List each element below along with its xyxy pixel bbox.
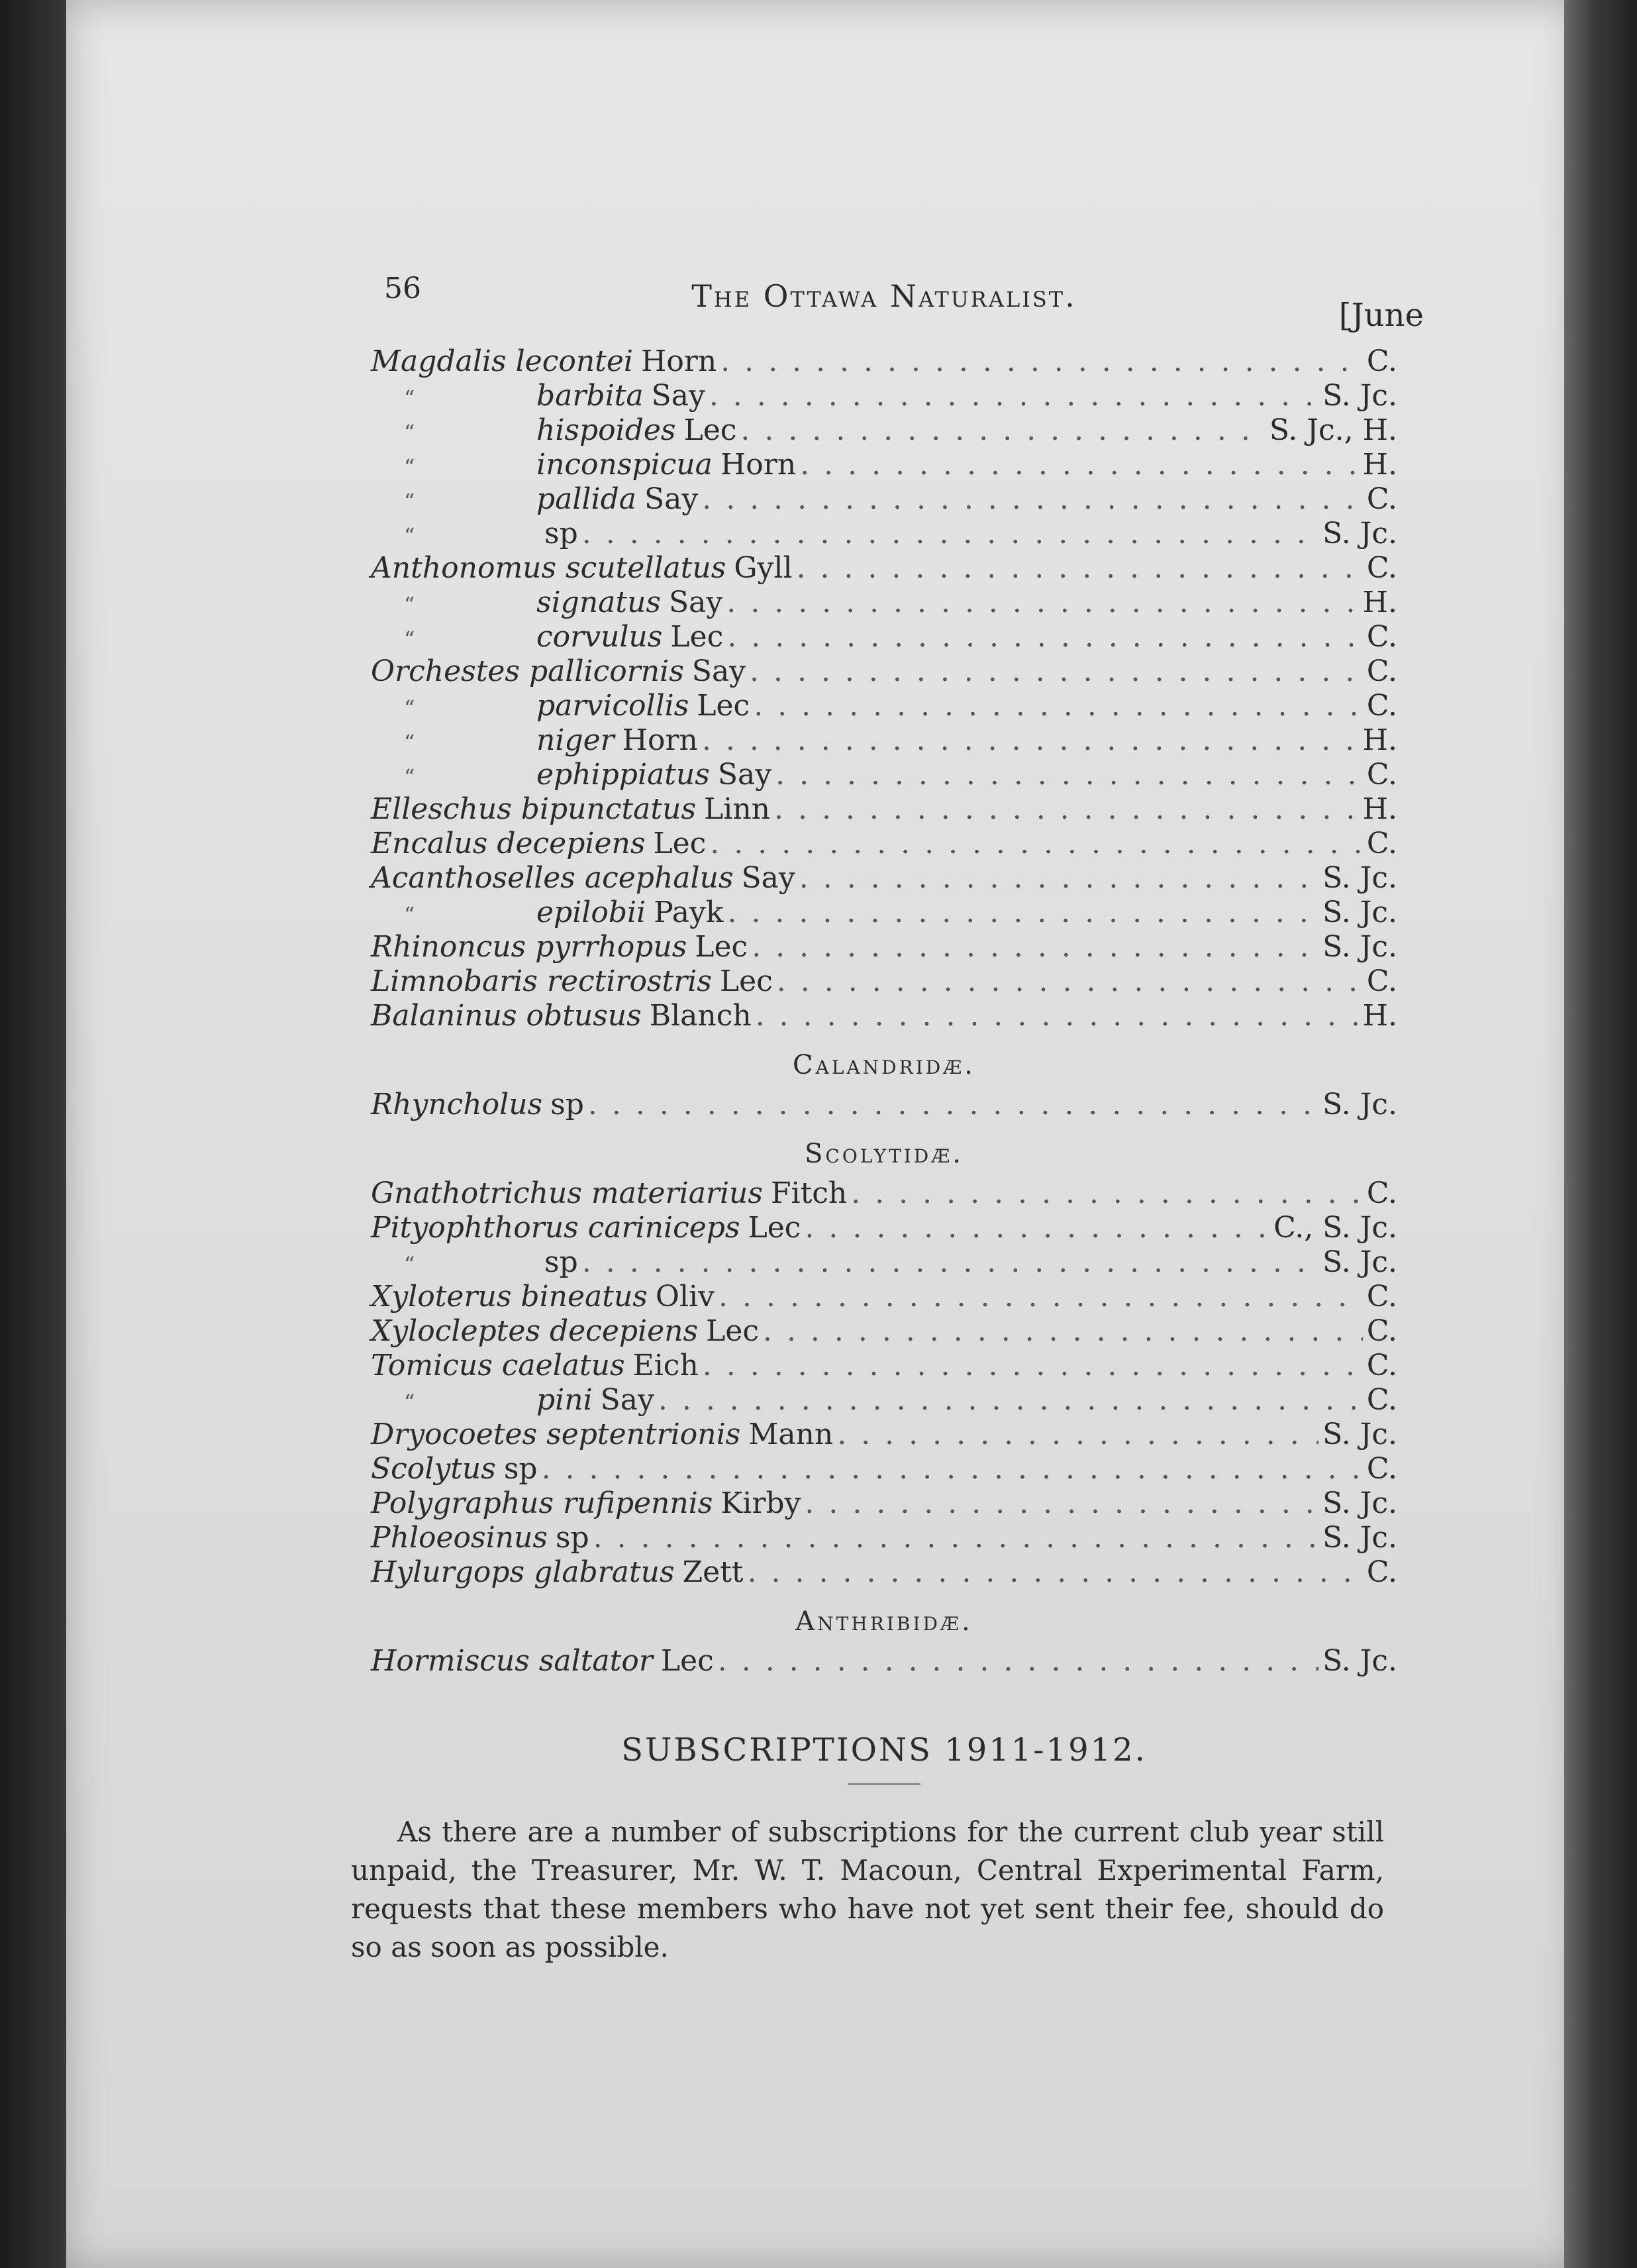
species-entry [371,827,1397,861]
dot-leader [702,482,1363,516]
genus-name: Encalus [371,827,488,860]
species-entry [371,1644,1397,1678]
dot-leader [756,999,1359,1033]
author-name: Lec [653,827,707,860]
author-name: Lec [660,1644,714,1678]
species-entry [371,689,1397,723]
author-name: sp [503,1452,538,1486]
species-entry [371,1088,1397,1122]
author-name: Linn [704,792,770,826]
ditto-mark: “ [404,386,415,411]
dot-leader [727,620,1363,654]
dot-leader [718,1644,1318,1678]
author-name: Kirby [720,1486,801,1520]
locality-code: C. [1366,964,1397,998]
author-name: Zett [682,1555,744,1589]
genus-name: Magdalis [371,344,507,378]
dot-leader [702,723,1359,757]
author-name: Mann [748,1418,834,1451]
author-name: Lec [748,1211,801,1245]
locality-code: S. Jc. [1322,1245,1397,1279]
genus-name: Xyloterus [371,1280,512,1314]
author-name: Say [691,654,746,688]
species-entry [371,1486,1397,1521]
locality-code: S. Jc. [1322,517,1397,550]
subscriptions-paragraph: As there are a number of subscriptions for the current club year still unpaid, the Treasurer, Mr. W. T. Macoun, Central Experimental Farm, requests that these members who have not yet sent their fee, should do so as soon as possible. [351,1816,1384,1963]
species-name: ephippiatus [536,758,710,792]
species-name: bipunctatus [521,792,697,826]
species-name: decepiens [497,827,646,860]
species-name: materiarius [591,1176,763,1210]
dot-leader [703,1349,1363,1382]
subscriptions-heading: SUBSCRIPTIONS 1911-1912. [621,1731,1147,1769]
locality-code: C. [1366,344,1397,378]
ditto-mark: “ [404,523,415,548]
species-entry [371,1555,1397,1590]
species-entry [371,896,1397,930]
locality-code: C. [1366,689,1397,723]
genus-name: Phloeosinus [371,1521,548,1555]
locality-code: S. Jc. [1322,896,1397,929]
ditto-mark: “ [404,696,415,721]
locality-code: C. [1366,1383,1397,1417]
dot-leader [774,792,1359,826]
species-name: acephalus [584,861,734,895]
species-name: signatus [536,586,661,619]
dot-leader [588,1088,1318,1121]
species-name: parvicollis [536,689,689,723]
species-name: inconspicua [536,448,713,482]
species-name: hispoides [536,413,676,447]
locality-code: C. [1366,1176,1397,1210]
species-entry [371,1383,1397,1418]
species-name: septentrionis [546,1418,741,1451]
genus-name: Elleschus [371,792,512,826]
genus-name: Rhyncholus [371,1088,543,1121]
dot-leader [799,861,1318,895]
dot-leader [797,551,1363,585]
ditto-mark: “ [404,902,415,927]
species-entry [371,1349,1397,1383]
genus-name: Hormiscus [371,1644,530,1678]
species-entry [371,654,1397,689]
species-entry [371,379,1397,413]
dot-leader [728,896,1319,929]
dot-leader [710,827,1363,860]
dot-leader [748,1555,1363,1589]
dot-leader [851,1176,1363,1210]
author-name: sp [550,1088,584,1121]
dot-leader [777,964,1363,998]
species-name: pallicornis [529,654,684,688]
dot-leader [740,413,1265,447]
dot-leader [542,1452,1363,1486]
genus-name: Dryocoetes [371,1418,538,1451]
species-entry [371,620,1397,654]
species-entry [371,861,1397,896]
locality-code: H. [1362,792,1397,826]
author-name: Fitch [770,1176,848,1210]
genus-name: Balaninus [371,999,517,1033]
species-entry [371,1245,1397,1280]
family-heading-calandridae: Calandridæ. [793,1050,975,1080]
genus-name: Orchestes [371,654,521,688]
species-name: rectirostris [546,964,712,998]
ditto-mark: “ [404,454,415,480]
author-name: Oliv [655,1280,715,1314]
dot-leader [800,448,1358,482]
locality-code: H. [1362,999,1397,1033]
genus-name: Hylurgops [371,1555,525,1589]
genus-name: Gnathotrichus [371,1176,582,1210]
locality-code: S. Jc. [1322,379,1397,413]
dot-leader [726,586,1358,619]
genus-name: Pityophthorus [371,1211,579,1245]
locality-code: S. Jc. [1322,1644,1397,1678]
dot-leader [750,654,1363,688]
genus-name: Rhinoncus [371,930,526,964]
locality-code: C., S. Jc. [1273,1211,1397,1245]
species-entry [371,413,1397,448]
locality-code: H. [1362,586,1397,619]
species-list-scolytidae [371,1176,1397,1590]
locality-code: S. Jc., H. [1269,413,1397,447]
author-name: Say [669,586,723,619]
locality-code: C. [1366,654,1397,688]
locality-code: C. [1366,551,1397,585]
species-name: lecontei [515,344,633,378]
locality-code: C. [1366,1555,1397,1589]
dot-leader [805,1486,1318,1520]
locality-code: S. Jc. [1322,1418,1397,1451]
genus-name: Limnobaris [371,964,538,998]
genus-name: Acanthoselles [371,861,575,895]
dot-leader [719,1280,1363,1314]
author-name: Gyll [734,551,793,585]
species-name: glabratus [534,1555,675,1589]
genus-name: Anthonomus [371,551,557,585]
family-heading-anthribidae: Anthribidæ. [795,1606,973,1637]
author-name: Horn [640,344,717,378]
locality-code: C. [1366,758,1397,792]
locality-code: C. [1366,1349,1397,1382]
dot-leader [658,1383,1363,1417]
locality-code: C. [1366,1452,1397,1486]
ditto-mark: “ [404,1390,415,1415]
author-name: Payk [654,896,724,929]
locality-code: C. [1366,1314,1397,1348]
species-entry [371,723,1397,758]
genus-name: Xylocleptes [371,1314,540,1348]
dot-leader [805,1211,1269,1245]
dot-leader [582,517,1318,550]
species-entry [371,1211,1397,1245]
author-name: Say [651,379,705,413]
ditto-mark: “ [404,627,415,652]
dot-leader [593,1521,1318,1555]
genus-name: Tomicus [371,1349,493,1382]
species-entry [371,517,1397,551]
heading-rule [848,1783,920,1785]
species-entry [371,999,1397,1033]
author-name: Lec [706,1314,759,1348]
locality-code: S. Jc. [1322,930,1397,964]
ditto-mark: “ [404,592,415,617]
species-list-anthribidae [371,1644,1397,1678]
locality-code: H. [1362,448,1397,482]
family-heading-scolytidae: Scolytidæ. [805,1139,964,1169]
species-name: cariniceps [587,1211,740,1245]
species-name: rufipennis [563,1486,713,1520]
author-name: Eich [632,1349,699,1382]
species-entry [371,551,1397,586]
ditto-mark: “ [404,489,415,514]
scan-right-margin [1564,0,1637,2268]
species-entry [371,964,1397,999]
author-name: Say [717,758,772,792]
species-entry [371,344,1397,379]
author-name: Blanch [649,999,752,1033]
author-name: Say [600,1383,654,1417]
author-name: Horn [720,448,797,482]
locality-code: C. [1366,827,1397,860]
author-name: sp [544,517,578,550]
author-name: sp [544,1245,578,1279]
species-name: corvulus [536,620,663,654]
species-entry [371,1418,1397,1452]
author-name: sp [555,1521,589,1555]
species-entry [371,930,1397,964]
page-number: 56 [384,272,421,305]
species-name: niger [536,723,615,757]
locality-code: C. [1366,1280,1397,1314]
species-name: barbita [536,379,644,413]
species-name: bineatus [521,1280,648,1314]
running-title: The Ottawa Naturalist. [691,278,1077,314]
author-name: Say [741,861,795,895]
dot-leader [837,1418,1318,1451]
genus-name: Scolytus [371,1452,496,1486]
species-entry [371,1521,1397,1555]
author-name: Lec [670,620,724,654]
author-name: Lec [719,964,773,998]
locality-code: S. Jc. [1322,1521,1397,1555]
dot-leader [775,758,1363,792]
ditto-mark: “ [404,420,415,445]
species-entry [371,1176,1397,1211]
locality-code: C. [1366,482,1397,516]
species-list-calandridae [371,1088,1397,1122]
species-entry [371,792,1397,827]
author-name: Lec [695,930,748,964]
species-entry [371,586,1397,620]
species-entry [371,1314,1397,1349]
species-entry [371,758,1397,792]
species-name: scutellatus [566,551,726,585]
locality-code: C. [1366,620,1397,654]
author-name: Lec [697,689,750,723]
species-entry [371,482,1397,517]
dot-leader [752,930,1318,964]
dot-leader [763,1314,1363,1348]
ditto-mark: “ [404,1252,415,1277]
locality-code: S. Jc. [1322,1088,1397,1121]
dot-leader [709,379,1318,413]
dot-leader [582,1245,1318,1279]
author-name: Lec [683,413,737,447]
ditto-mark: “ [404,764,415,790]
author-name: Horn [622,723,698,757]
species-name: caelatus [501,1349,625,1382]
dot-leader [754,689,1363,723]
page-content [351,265,1424,1994]
author-name: Say [644,482,699,516]
species-entry [371,1280,1397,1314]
locality-code: H. [1362,723,1397,757]
species-name: epilobii [536,896,646,929]
species-name: pyrrhopus [535,930,687,964]
species-name: pini [536,1383,593,1417]
species-name: saltator [538,1644,653,1678]
dot-leader [720,344,1363,378]
species-entry [371,1452,1397,1486]
running-month: [June [1338,297,1424,334]
page-header [371,265,1424,344]
locality-code: S. Jc. [1322,1486,1397,1520]
species-list-curculionidae [371,344,1397,1033]
locality-code: S. Jc. [1322,861,1397,895]
species-entry [371,448,1397,482]
species-name: decepiens [549,1314,699,1348]
species-name: obtusus [526,999,642,1033]
ditto-mark: “ [404,730,415,755]
species-name: pallida [536,482,637,516]
genus-name: Polygraphus [371,1486,554,1520]
